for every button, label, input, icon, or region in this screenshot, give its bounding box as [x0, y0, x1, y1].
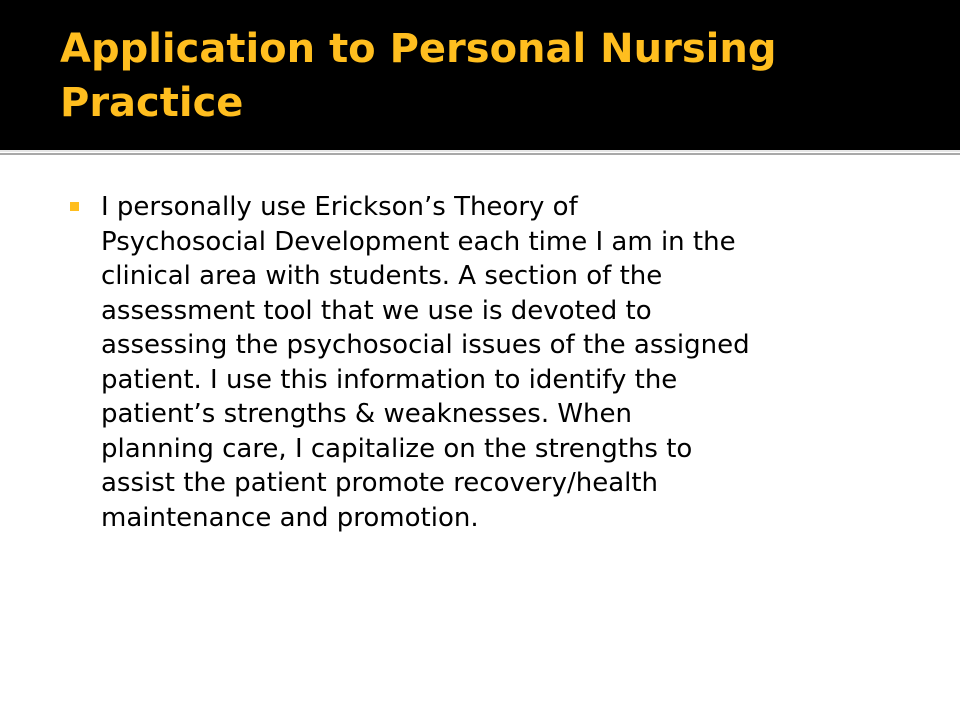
slide-title: Application to Personal Nursing Practice [60, 26, 777, 126]
square-bullet-icon [70, 202, 79, 211]
bullet-item [70, 190, 910, 535]
slide-body [70, 190, 910, 535]
divider-line-dark [0, 153, 960, 155]
divider-line-light [0, 150, 960, 152]
bullet-text: I personally use Erickson’s Theory of Psychosocial Development each time I am in the clinical area with students. A section of the assessment tool that we use is devoted to assessing the psychosocial issues of the assigned patient. I use this information to identify the patient’s strengths & weaknesses. When planning care, I capitalize on the strengths to assist the patient promote recovery/health maintenance and promotion. [101, 192, 750, 533]
title-divider [0, 150, 960, 157]
title-bar [0, 0, 960, 150]
